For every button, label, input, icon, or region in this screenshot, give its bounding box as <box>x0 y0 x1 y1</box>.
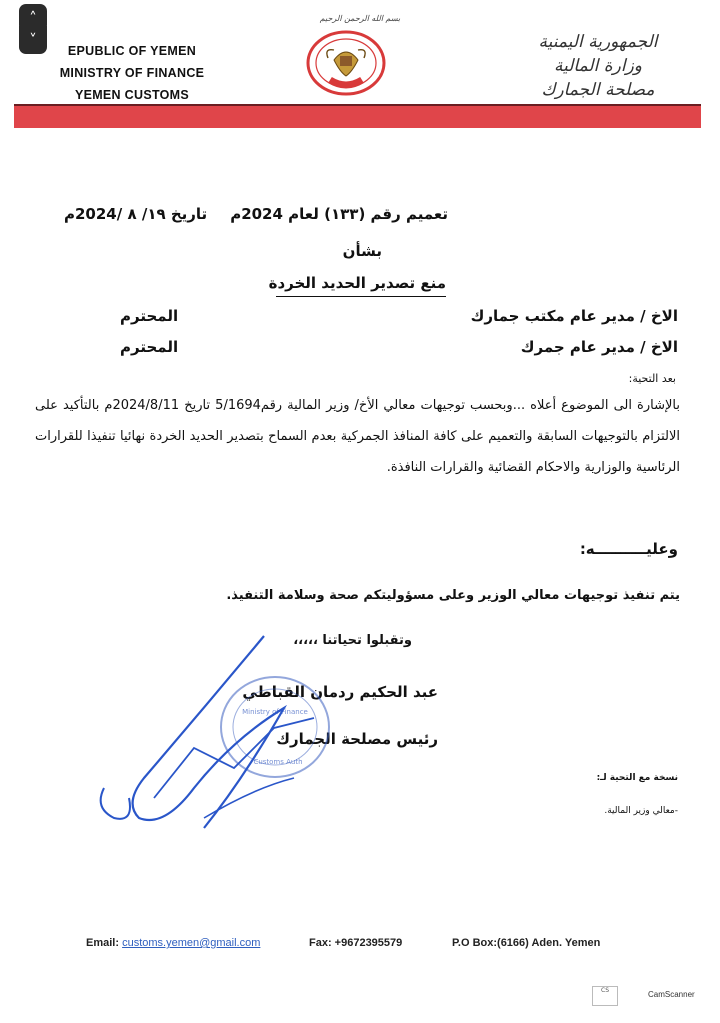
arabic-letterhead <box>498 30 698 102</box>
letterhead-republic: EPUBLIC OF YEMEN <box>67 44 197 58</box>
letterhead-ministry: MINISTRY OF FINANCE <box>59 66 205 80</box>
signature-icon <box>84 628 334 838</box>
respect-2: المحترم <box>120 338 179 356</box>
accordingly-label: وعليــــــــــه: <box>579 540 678 558</box>
letterhead-customs: YEMEN CUSTOMS <box>74 88 190 102</box>
letterhead-republic-ar: الجمهورية اليمنية <box>538 32 658 52</box>
letter-date: تاريخ ١٩/ ٨ /2024م <box>64 205 208 223</box>
stamp-label-2: Customs Auth <box>253 758 303 766</box>
footer-email <box>86 937 260 949</box>
email-label: Email: <box>86 937 120 949</box>
basmala: بسم الله الرحمن الرحيم <box>319 14 401 23</box>
signatory-name: عبد الحكيم ردمان القباطي <box>242 683 438 701</box>
regarding-label: بشأن <box>342 242 382 260</box>
greeting: بعد التحية: <box>628 372 676 385</box>
letterhead-ministry-ar: وزارة المالية <box>554 56 642 76</box>
respect-1: المحترم <box>120 307 179 325</box>
camscanner-logo: CS <box>592 986 618 1006</box>
addressee-2: الاخ / مدير عام جمرك <box>520 338 678 356</box>
copy-to-item: -معالي وزير المالية. <box>604 806 678 816</box>
footer-pobox: P.O Box:(6166) Aden. Yemen <box>452 937 601 949</box>
execution-instruction: يتم تنفيذ توجيهات معالي الوزير وعلى مسؤوليتكم صحة وسلامة التنفيذ. <box>226 588 680 603</box>
closing-thanks: وتقبلوا تحياتنا ،،،،، <box>293 633 412 648</box>
email-link[interactable]: customs.yemen@gmail.com <box>122 937 261 949</box>
chevron-down-icon: ˅ <box>29 30 37 49</box>
english-letterhead <box>32 40 232 106</box>
signatory-title: رئيس مصلحة الجمارك <box>276 730 438 748</box>
chevron-up-icon: ˄ <box>29 8 37 27</box>
header-red-band <box>14 106 701 128</box>
footer-fax: Fax: +9672395579 <box>309 937 403 949</box>
addressee-1: الاخ / مدير عام مكتب جمارك <box>470 307 678 325</box>
letter-subject: منع تصدير الحديد الخردة <box>268 274 446 292</box>
camscanner-label: CamScanner <box>648 990 695 999</box>
customs-seal-icon <box>304 30 388 96</box>
circular-number: تعميم رقم (١٣٣) لعام 2024م <box>230 205 448 223</box>
subject-underline <box>276 296 446 297</box>
body-paragraph: بالإشارة الى الموضوع أعلاه ...وبحسب توجيهات معالي الأخ/ وزير المالية رقم5/1694 تاريخ 2024/8/11م بالتأكيد على الالتزام بالتوجيهات السابقة والتعميم على كافة المنافذ الجمركية بعدم السماح بتصدير الحديد الخردة نهائيا تنفيذا للقرارات الرئاسية والوزارية والاحكام القضائية والقرارات النافذة. <box>35 398 680 475</box>
copy-to-header: نسخة مع التحية لـ: <box>596 773 678 783</box>
stamp-label: Ministry of Finance <box>242 708 308 716</box>
letterhead-customs-ar: مصلحة الجمارك <box>541 80 655 100</box>
